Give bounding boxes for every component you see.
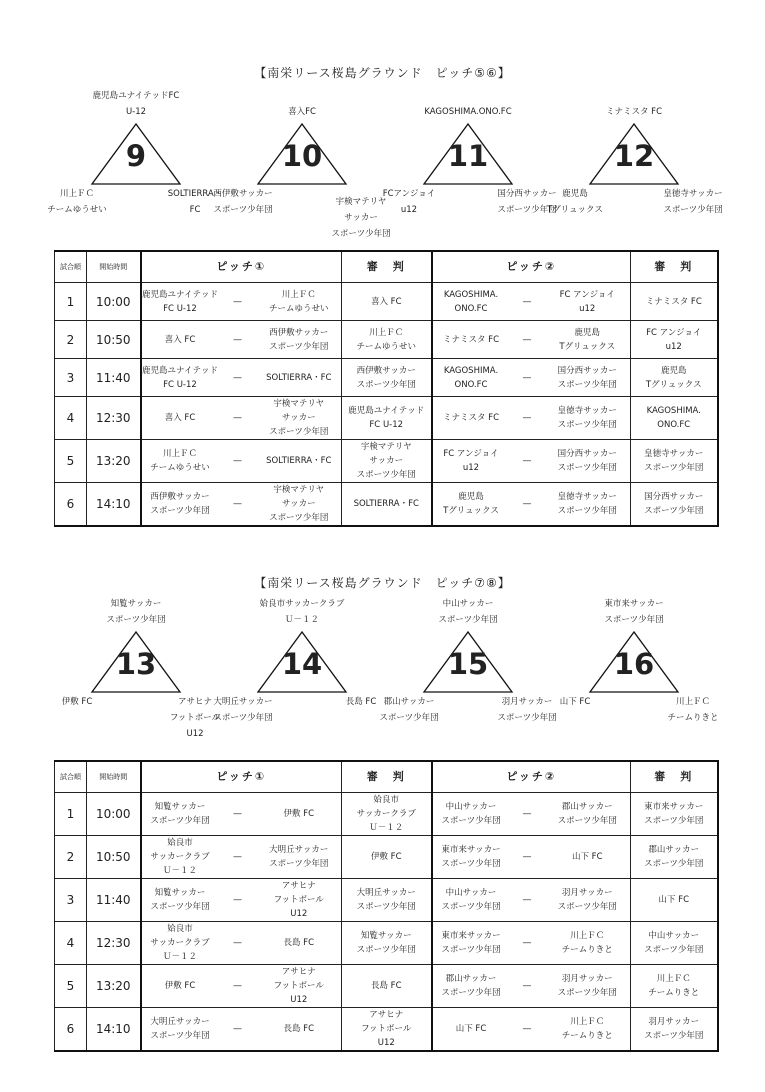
- pitch-a-team-2: 伊敷 FC: [257, 793, 342, 836]
- pitch-b-referee: 国分西サッカー スポーツ少年団: [631, 483, 718, 527]
- group-right-team: SOLTIERRA・ FC: [167, 189, 223, 215]
- group-12: [547, 88, 723, 218]
- pitch-a-team-1: 鹿児島ユナイテッド FC U-12: [141, 283, 219, 321]
- start-time: 12:30: [87, 397, 141, 440]
- pitch-a-referee: 伊敷 FC: [342, 836, 432, 879]
- group-left-team: 川上ＦＣ チームゆうせい: [47, 189, 107, 215]
- start-time: 12:30: [87, 922, 141, 965]
- pitch-a-team-2: アサヒナ フットボール U12: [257, 879, 342, 922]
- versus-dash: —: [219, 440, 257, 483]
- table-row: [55, 922, 718, 965]
- group-top-team: 中山サッカー スポーツ少年団: [438, 599, 498, 625]
- start-time: 14:10: [87, 1008, 141, 1052]
- versus-dash: —: [510, 483, 545, 527]
- group-number: 15: [447, 647, 489, 681]
- pitch-b-team-1: KAGOSHIMA. ONO.FC: [432, 283, 510, 321]
- pitch-b-team-2: 山下 FC: [545, 836, 631, 879]
- pitch-b-team-2: 国分西サッカー スポーツ少年団: [545, 440, 631, 483]
- pitch-a-referee: 長島 FC: [342, 965, 432, 1008]
- header-match-order: 試合順: [55, 761, 87, 793]
- header-match-order: 試合順: [55, 251, 87, 283]
- group-top-team: 鹿児島ユナイテッドFC U-12: [92, 91, 180, 117]
- header-referee-a: 審 判: [342, 251, 432, 283]
- section2-title: 【南栄リース桜島グラウンド ピッチ⑦⑧】: [254, 576, 511, 590]
- table-row: [55, 283, 718, 321]
- pitch-b-team-1: 東市来サッカー スポーツ少年団: [432, 922, 510, 965]
- pitch-a-team-2: SOLTIERRA・FC: [257, 359, 342, 397]
- versus-dash: —: [219, 965, 257, 1008]
- pitch-a-team-1: 知覧サッカー スポーツ少年団: [141, 793, 219, 836]
- start-time: 10:00: [87, 283, 141, 321]
- pitch-b-team-1: ミナミスタ FC: [432, 321, 510, 359]
- group-14: [213, 596, 377, 726]
- header-pitch-a: ピッチ①: [141, 251, 342, 283]
- pitch-a-team-2: 長島 FC: [257, 1008, 342, 1052]
- pitch-b-referee: KAGOSHIMA. ONO.FC: [631, 397, 718, 440]
- start-time: 13:20: [87, 965, 141, 1008]
- pitch-b-team-2: 川上ＦＣ チームりきと: [545, 922, 631, 965]
- pitch-a-team-2: 大明丘サッカー スポーツ少年団: [257, 836, 342, 879]
- pitch-b-referee: ミナミスタ FC: [631, 283, 718, 321]
- pitch-a-referee: 喜入 FC: [342, 283, 432, 321]
- group-number: 14: [281, 647, 323, 681]
- table-row: [55, 836, 718, 879]
- pitch-a-team-2: 西伊敷サッカー スポーツ少年団: [257, 321, 342, 359]
- table-header-row: [55, 251, 718, 283]
- pitch-a-referee: 川上ＦＣ チームゆうせい: [342, 321, 432, 359]
- group-left-team: 鹿児島 Tグリュックス: [547, 189, 603, 215]
- group-right-team: 長島 FC: [345, 697, 377, 707]
- group-right-team: 川上ＦＣ チームりきと: [667, 697, 719, 723]
- pitch-b-team-2: 鹿児島 Tグリュックス: [545, 321, 631, 359]
- versus-dash: —: [219, 836, 257, 879]
- group-10: [213, 88, 391, 239]
- group-top-team: 姶良市サッカークラブ Ｕ－１２: [259, 599, 345, 625]
- versus-dash: —: [510, 321, 545, 359]
- match-number: 1: [55, 283, 87, 321]
- table-row: [55, 321, 718, 359]
- pitch-a-team-2: SOLTIERRA・FC: [257, 440, 342, 483]
- table-row: [55, 483, 718, 527]
- pitch-b-team-1: 中山サッカー スポーツ少年団: [432, 793, 510, 836]
- pitch-b-team-2: 川上ＦＣ チームりきと: [545, 1008, 631, 1052]
- group-top-team: 喜入FC: [288, 107, 316, 117]
- group-number: 9: [125, 139, 147, 173]
- group-left-team: 郡山サッカー スポーツ少年団: [379, 697, 439, 723]
- header-start-time: 開始時間: [87, 251, 141, 283]
- match-number: 6: [55, 1008, 87, 1052]
- versus-dash: —: [510, 397, 545, 440]
- pitch-b-team-1: 山下 FC: [432, 1008, 510, 1052]
- start-time: 10:50: [87, 321, 141, 359]
- start-time: 10:50: [87, 836, 141, 879]
- pitch-b-referee: 山下 FC: [631, 879, 718, 922]
- group-9: [47, 88, 223, 218]
- table-row: [55, 1008, 718, 1052]
- pitch-b-team-1: 中山サッカー スポーツ少年団: [432, 879, 510, 922]
- versus-dash: —: [219, 283, 257, 321]
- start-time: 11:40: [87, 879, 141, 922]
- header-referee-b: 審 判: [631, 761, 718, 793]
- pitch-a-referee: SOLTIERRA・FC: [342, 483, 432, 527]
- group-top-team: 知覧サッカー スポーツ少年団: [106, 599, 166, 625]
- pitch-a-team-1: 西伊敷サッカー スポーツ少年団: [141, 483, 219, 527]
- versus-dash: —: [219, 793, 257, 836]
- pitch-a-team-1: 喜入 FC: [141, 321, 219, 359]
- table-row: [55, 359, 718, 397]
- pitch-b-team-2: 国分西サッカー スポーツ少年団: [545, 359, 631, 397]
- pitch-a-referee: 知覧サッカー スポーツ少年団: [342, 922, 432, 965]
- group-number: 10: [281, 139, 323, 173]
- match-number: 5: [55, 440, 87, 483]
- pitch-b-team-1: FC アンジョイ u12: [432, 440, 510, 483]
- pitch-b-team-2: 皇徳寺サッカー スポーツ少年団: [545, 397, 631, 440]
- group-number: 12: [613, 139, 655, 173]
- section1-title: 【南栄リース桜島グラウンド ピッチ⑤⑥】: [254, 66, 511, 80]
- group-16: [559, 596, 719, 726]
- pitch-a-referee: 姶良市 サッカークラブ Ｕ－１２: [342, 793, 432, 836]
- match-number: 6: [55, 483, 87, 527]
- match-number: 2: [55, 836, 87, 879]
- versus-dash: —: [219, 321, 257, 359]
- start-time: 14:10: [87, 483, 141, 527]
- pitch-b-team-1: ミナミスタ FC: [432, 397, 510, 440]
- header-pitch-a: ピッチ①: [141, 761, 342, 793]
- table-row: [55, 879, 718, 922]
- pitch-b-team-2: FC アンジョイ u12: [545, 283, 631, 321]
- pitch-a-team-2: 宇検マテリヤ サッカー スポーツ少年団: [257, 483, 342, 527]
- pitch-a-team-1: 喜入 FC: [141, 397, 219, 440]
- header-referee-a: 審 判: [342, 761, 432, 793]
- group-top-team: ミナミスタ FC: [605, 107, 663, 117]
- versus-dash: —: [510, 1008, 545, 1052]
- group-left-team: 西伊敷サッカー スポーツ少年団: [213, 189, 273, 215]
- pitch-a-team-2: アサヒナ フットボール U12: [257, 965, 342, 1008]
- group-13: [61, 596, 221, 739]
- versus-dash: —: [510, 965, 545, 1008]
- group-left-team: 山下 FC: [559, 697, 591, 707]
- pitch-b-team-1: KAGOSHIMA. ONO.FC: [432, 359, 510, 397]
- pitch-b-team-1: 郡山サッカー スポーツ少年団: [432, 965, 510, 1008]
- pitch-b-referee: FC アンジョイ u12: [631, 321, 718, 359]
- group-left-team: 伊敷 FC: [61, 697, 93, 707]
- table-row: [55, 397, 718, 440]
- pitch-a-team-1: 大明丘サッカー スポーツ少年団: [141, 1008, 219, 1052]
- versus-dash: —: [510, 879, 545, 922]
- header-start-time: 開始時間: [87, 761, 141, 793]
- pitch-a-team-1: 鹿児島ユナイテッド FC U-12: [141, 359, 219, 397]
- group-right-team: 宇検マテリヤ サッカー スポーツ少年団: [331, 197, 391, 239]
- versus-dash: —: [219, 483, 257, 527]
- match-number: 1: [55, 793, 87, 836]
- header-pitch-b: ピッチ②: [432, 251, 631, 283]
- pitch-a-team-1: 姶良市 サッカークラブ Ｕ－１２: [141, 922, 219, 965]
- pitch-b-referee: 中山サッカー スポーツ少年団: [631, 922, 718, 965]
- pitch-a-referee: 西伊敷サッカー スポーツ少年団: [342, 359, 432, 397]
- pitch-b-team-2: 羽月サッカー スポーツ少年団: [545, 879, 631, 922]
- versus-dash: —: [219, 1008, 257, 1052]
- pitch-a-team-1: 川上ＦＣ チームゆうせい: [141, 440, 219, 483]
- pitch-b-team-2: 郡山サッカー スポーツ少年団: [545, 793, 631, 836]
- pitch-a-team-1: 姶良市 サッカークラブ Ｕ－１２: [141, 836, 219, 879]
- group-right-team: アサヒナ フットボール U12: [169, 697, 221, 739]
- group-15: [379, 596, 557, 726]
- pitch-b-team-1: 鹿児島 Tグリュックス: [432, 483, 510, 527]
- versus-dash: —: [510, 836, 545, 879]
- group-left-team: 大明丘サッカー スポーツ少年団: [213, 697, 273, 723]
- group-11: [382, 88, 557, 218]
- header-referee-b: 審 判: [631, 251, 718, 283]
- match-number: 5: [55, 965, 87, 1008]
- group-number: 13: [115, 647, 157, 681]
- versus-dash: —: [510, 922, 545, 965]
- pitch-b-referee: 羽月サッカー スポーツ少年団: [631, 1008, 718, 1052]
- pitch-a-referee: 大明丘サッカー スポーツ少年団: [342, 879, 432, 922]
- versus-dash: —: [510, 359, 545, 397]
- group-number: 11: [447, 139, 489, 173]
- pitch-b-referee: 東市来サッカー スポーツ少年団: [631, 793, 718, 836]
- versus-dash: —: [219, 879, 257, 922]
- versus-dash: —: [510, 440, 545, 483]
- pitch-b-team-1: 東市来サッカー スポーツ少年団: [432, 836, 510, 879]
- group-right-team: 国分西サッカー スポーツ少年団: [497, 189, 557, 215]
- header-pitch-b: ピッチ②: [432, 761, 631, 793]
- versus-dash: —: [219, 922, 257, 965]
- schedule-table-2: [54, 760, 719, 1052]
- match-number: 3: [55, 879, 87, 922]
- pitch-b-team-2: 皇徳寺サッカー スポーツ少年団: [545, 483, 631, 527]
- schedule-table-1: [54, 250, 719, 527]
- start-time: 11:40: [87, 359, 141, 397]
- group-top-team: KAGOSHIMA.ONO.FC: [424, 107, 512, 117]
- pitch-b-referee: 鹿児島 Tグリュックス: [631, 359, 718, 397]
- pitch-a-team-1: 伊敷 FC: [141, 965, 219, 1008]
- match-number: 4: [55, 922, 87, 965]
- group-right-team: 羽月サッカー スポーツ少年団: [497, 697, 557, 723]
- group-top-team: 東市来サッカー スポーツ少年団: [604, 599, 664, 625]
- match-number: 4: [55, 397, 87, 440]
- table-row: [55, 965, 718, 1008]
- start-time: 10:00: [87, 793, 141, 836]
- pitch-b-referee: 川上ＦＣ チームりきと: [631, 965, 718, 1008]
- pitch-b-team-2: 羽月サッカー スポーツ少年団: [545, 965, 631, 1008]
- group-left-team: FCアンジョイ u12: [382, 189, 436, 215]
- group-number: 16: [613, 647, 655, 681]
- pitch-b-referee: 皇徳寺サッカー スポーツ少年団: [631, 440, 718, 483]
- match-number: 2: [55, 321, 87, 359]
- pitch-a-team-2: 長島 FC: [257, 922, 342, 965]
- pitch-b-referee: 郡山サッカー スポーツ少年団: [631, 836, 718, 879]
- versus-dash: —: [219, 359, 257, 397]
- pitch-a-team-2: 川上ＦＣ チームゆうせい: [257, 283, 342, 321]
- versus-dash: —: [510, 793, 545, 836]
- group-right-team: 皇徳寺サッカー スポーツ少年団: [663, 189, 723, 215]
- versus-dash: —: [510, 283, 545, 321]
- start-time: 13:20: [87, 440, 141, 483]
- table-row: [55, 440, 718, 483]
- table-row: [55, 793, 718, 836]
- versus-dash: —: [219, 397, 257, 440]
- pitch-a-referee: アサヒナ フットボール U12: [342, 1008, 432, 1052]
- pitch-a-referee: 宇検マテリヤ サッカー スポーツ少年団: [342, 440, 432, 483]
- table-header-row: [55, 761, 718, 793]
- pitch-a-referee: 鹿児島ユナイテッド FC U-12: [342, 397, 432, 440]
- pitch-a-team-1: 知覧サッカー スポーツ少年団: [141, 879, 219, 922]
- match-number: 3: [55, 359, 87, 397]
- pitch-a-team-2: 宇検マテリヤ サッカー スポーツ少年団: [257, 397, 342, 440]
